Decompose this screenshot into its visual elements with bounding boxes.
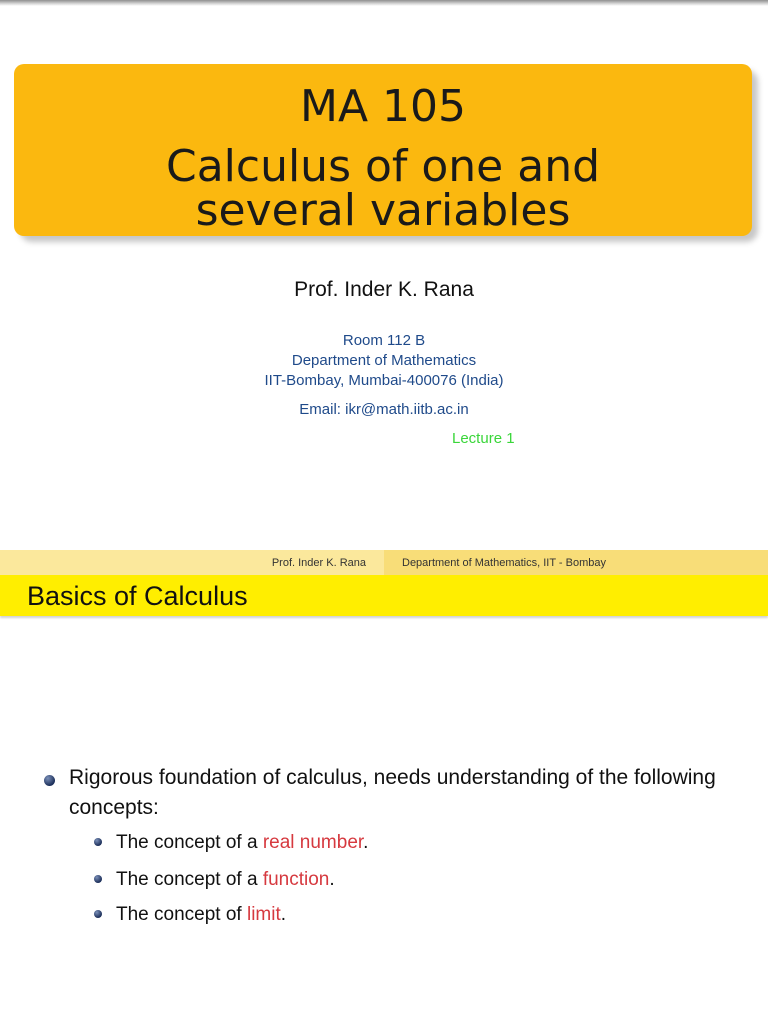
highlight-term: limit [246, 904, 281, 925]
course-title-line-1: Calculus of one and [165, 141, 601, 192]
sub-bullet-prefix: The concept of a [116, 832, 263, 853]
highlight-term: real number [262, 832, 364, 853]
room-number: Room 112 B [342, 332, 426, 349]
bullet-dot-icon [94, 838, 102, 846]
course-title-line-2: several variables [195, 185, 571, 236]
sub-bullet-limit [94, 902, 694, 928]
author-name: Prof. Inder K. Rana [294, 278, 474, 301]
footer-institute [384, 550, 768, 575]
sub-bullet-prefix: The concept of a [116, 869, 263, 890]
slide-footer [0, 550, 768, 575]
frame-title: Basics of Calculus [27, 581, 248, 611]
footer-author-text: Prof. Inder K. Rana [271, 556, 366, 569]
bullet-dot-icon [94, 875, 102, 883]
page-top-edge [0, 0, 768, 6]
bullet-dot-icon [44, 775, 55, 786]
bullet-dot-icon [94, 910, 102, 918]
sub-bullet-suffix: . [363, 832, 369, 853]
course-code: MA 105 [299, 81, 467, 132]
highlight-term: function [262, 869, 330, 890]
email-address: Email: ikr@math.iitb.ac.in [299, 401, 469, 418]
main-bullet-text: Rigorous foundation of calculus, needs understanding of the following concepts: [69, 766, 716, 819]
sub-bullet-prefix: The concept of [116, 904, 247, 925]
sub-bullet-suffix: . [329, 869, 335, 890]
institute-address: IIT-Bombay, Mumbai-400076 (India) [264, 372, 504, 389]
frame-title-bar [0, 575, 768, 616]
sub-bullet-function [94, 867, 694, 893]
sub-bullet-real-number [94, 830, 694, 856]
footer-author [0, 550, 384, 575]
sub-bullet-suffix: . [280, 904, 287, 925]
lecture-number: Lecture 1 [452, 430, 515, 447]
footer-institute-text: Department of Mathematics, IIT - Bombay [402, 556, 606, 569]
department-name: Department of Mathematics [291, 352, 477, 369]
title-box [14, 64, 752, 236]
